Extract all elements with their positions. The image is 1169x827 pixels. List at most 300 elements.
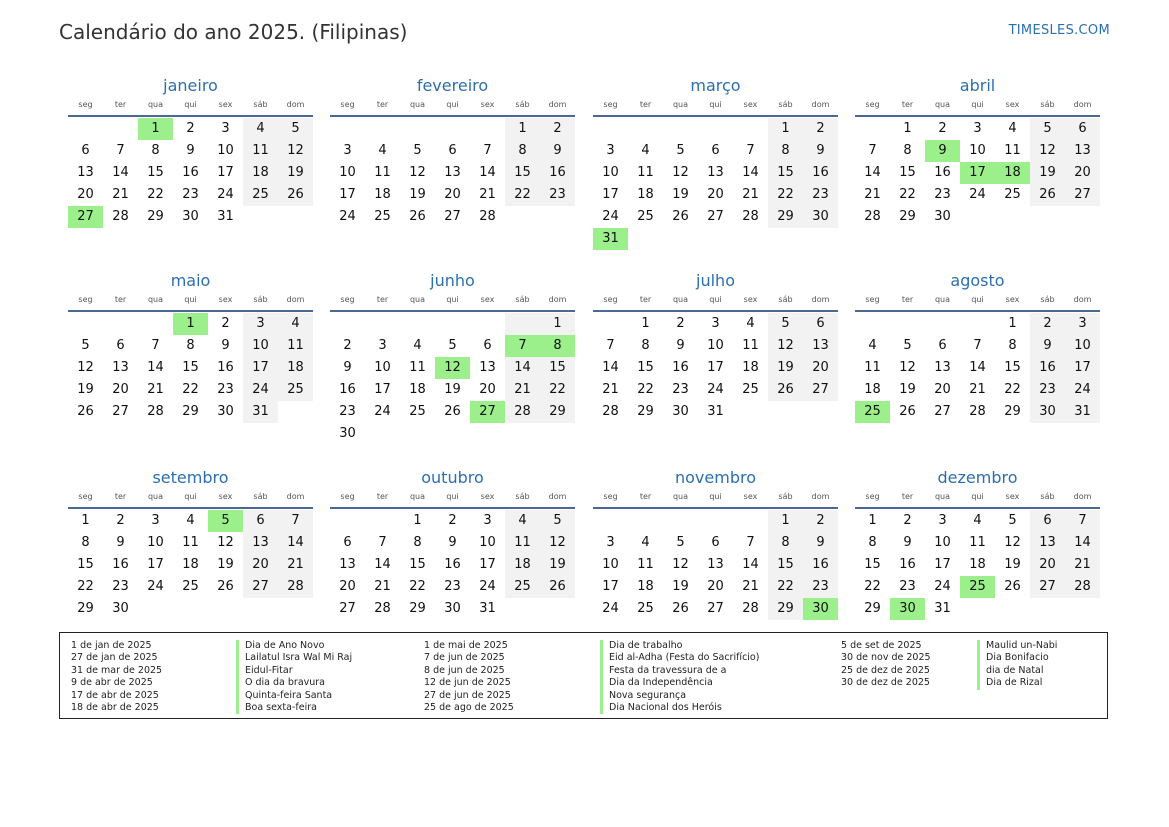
site-link[interactable]: TIMESLES.COM	[1008, 23, 1110, 38]
day-cell[interactable]: 11	[243, 140, 278, 162]
day-cell[interactable]: 16	[339, 382, 356, 397]
day-cell[interactable]: 2	[186, 121, 195, 136]
holiday-day-cell[interactable]: 25	[960, 576, 995, 598]
day-cell[interactable]: 4	[746, 316, 755, 331]
day-cell[interactable]: 29	[182, 404, 199, 419]
day-cell[interactable]: 19	[672, 579, 689, 594]
day-cell[interactable]: 24	[339, 209, 356, 224]
day-cell[interactable]: 1	[768, 510, 803, 532]
day-cell[interactable]: 17	[243, 357, 278, 379]
day-cell[interactable]: 29	[77, 601, 94, 616]
day-cell[interactable]: 27	[707, 601, 724, 616]
day-cell[interactable]: 23	[934, 187, 951, 202]
day-cell[interactable]: 15	[77, 557, 94, 572]
day-cell[interactable]: 20	[707, 187, 724, 202]
day-cell[interactable]: 17	[479, 557, 496, 572]
day-cell[interactable]: 18	[969, 557, 986, 572]
day-cell[interactable]: 15	[864, 557, 881, 572]
day-cell[interactable]: 14	[278, 532, 313, 554]
day-cell[interactable]: 11	[742, 338, 759, 353]
day-cell[interactable]: 6	[448, 143, 457, 158]
day-cell[interactable]: 15	[637, 360, 654, 375]
day-cell[interactable]: 4	[505, 510, 540, 532]
day-cell[interactable]: 19	[672, 187, 689, 202]
day-cell[interactable]: 25	[742, 382, 759, 397]
day-cell[interactable]: 19	[217, 557, 234, 572]
day-cell[interactable]: 18	[182, 557, 199, 572]
day-cell[interactable]: 20	[339, 579, 356, 594]
day-cell[interactable]: 21	[742, 187, 759, 202]
holiday-day-cell[interactable]: 30	[803, 598, 838, 620]
day-cell[interactable]: 24	[602, 209, 619, 224]
day-cell[interactable]: 2	[1030, 313, 1065, 335]
day-cell[interactable]: 10	[147, 535, 164, 550]
day-cell[interactable]: 6	[116, 338, 125, 353]
day-cell[interactable]: 22	[1004, 382, 1021, 397]
day-cell[interactable]: 9	[803, 532, 838, 554]
day-cell[interactable]: 29	[864, 601, 881, 616]
day-cell[interactable]: 8	[903, 143, 912, 158]
holiday-day-cell[interactable]: 30	[890, 598, 925, 620]
holiday-day-cell[interactable]: 5	[208, 510, 243, 532]
day-cell[interactable]: 16	[803, 554, 838, 576]
day-cell[interactable]: 18	[637, 187, 654, 202]
day-cell[interactable]: 18	[505, 554, 540, 576]
day-cell[interactable]: 13	[707, 557, 724, 572]
day-cell[interactable]: 21	[374, 579, 391, 594]
day-cell[interactable]: 8	[641, 338, 650, 353]
day-cell[interactable]: 11	[1004, 143, 1021, 158]
day-cell[interactable]: 21	[479, 187, 496, 202]
day-cell[interactable]: 20	[707, 579, 724, 594]
day-cell[interactable]: 3	[606, 535, 615, 550]
day-cell[interactable]: 11	[374, 165, 391, 180]
day-cell[interactable]: 28	[147, 404, 164, 419]
day-cell[interactable]: 22	[768, 184, 803, 206]
day-cell[interactable]: 4	[186, 513, 195, 528]
day-cell[interactable]: 16	[934, 165, 951, 180]
holiday-day-cell[interactable]: 8	[540, 335, 575, 357]
day-cell[interactable]: 27	[1065, 184, 1100, 206]
day-cell[interactable]: 21	[969, 382, 986, 397]
day-cell[interactable]: 28	[1065, 576, 1100, 598]
day-cell[interactable]: 24	[147, 579, 164, 594]
day-cell[interactable]: 10	[217, 143, 234, 158]
day-cell[interactable]: 30	[803, 206, 838, 228]
day-cell[interactable]: 28	[479, 209, 496, 224]
day-cell[interactable]: 30	[444, 601, 461, 616]
day-cell[interactable]: 16	[182, 165, 199, 180]
day-cell[interactable]: 13	[1030, 532, 1065, 554]
day-cell[interactable]: 6	[1030, 510, 1065, 532]
day-cell[interactable]: 7	[151, 338, 160, 353]
day-cell[interactable]: 24	[707, 382, 724, 397]
day-cell[interactable]: 8	[81, 535, 90, 550]
holiday-day-cell[interactable]: 1	[138, 118, 173, 140]
day-cell[interactable]: 29	[899, 209, 916, 224]
day-cell[interactable]: 9	[676, 338, 685, 353]
day-cell[interactable]: 25	[182, 579, 199, 594]
day-cell[interactable]: 10	[1065, 335, 1100, 357]
day-cell[interactable]: 3	[343, 143, 352, 158]
day-cell[interactable]: 26	[217, 579, 234, 594]
day-cell[interactable]: 9	[116, 535, 125, 550]
day-cell[interactable]: 8	[413, 535, 422, 550]
holiday-day-cell[interactable]: 7	[505, 335, 540, 357]
day-cell[interactable]: 6	[938, 338, 947, 353]
day-cell[interactable]: 12	[1004, 535, 1021, 550]
day-cell[interactable]: 12	[1030, 140, 1065, 162]
day-cell[interactable]: 1	[505, 118, 540, 140]
day-cell[interactable]: 21	[147, 382, 164, 397]
day-cell[interactable]: 8	[768, 140, 803, 162]
day-cell[interactable]: 29	[1004, 404, 1021, 419]
day-cell[interactable]: 18	[409, 382, 426, 397]
day-cell[interactable]: 2	[803, 510, 838, 532]
day-cell[interactable]: 22	[864, 579, 881, 594]
day-cell[interactable]: 25	[505, 576, 540, 598]
day-cell[interactable]: 8	[505, 140, 540, 162]
day-cell[interactable]: 6	[1065, 118, 1100, 140]
day-cell[interactable]: 17	[147, 557, 164, 572]
day-cell[interactable]: 13	[479, 360, 496, 375]
day-cell[interactable]: 20	[934, 382, 951, 397]
day-cell[interactable]: 25	[1004, 187, 1021, 202]
day-cell[interactable]: 26	[1030, 184, 1065, 206]
day-cell[interactable]: 2	[116, 513, 125, 528]
day-cell[interactable]: 26	[444, 404, 461, 419]
day-cell[interactable]: 15	[409, 557, 426, 572]
day-cell[interactable]: 5	[768, 313, 803, 335]
day-cell[interactable]: 16	[1030, 357, 1065, 379]
day-cell[interactable]: 5	[278, 118, 313, 140]
day-cell[interactable]: 1	[1008, 316, 1017, 331]
day-cell[interactable]: 19	[1030, 162, 1065, 184]
day-cell[interactable]: 22	[147, 187, 164, 202]
day-cell[interactable]: 23	[672, 382, 689, 397]
day-cell[interactable]: 20	[479, 382, 496, 397]
day-cell[interactable]: 5	[1008, 513, 1017, 528]
day-cell[interactable]: 5	[448, 338, 457, 353]
day-cell[interactable]: 7	[606, 338, 615, 353]
day-cell[interactable]: 6	[711, 535, 720, 550]
day-cell[interactable]: 7	[973, 338, 982, 353]
day-cell[interactable]: 17	[217, 165, 234, 180]
day-cell[interactable]: 7	[278, 510, 313, 532]
day-cell[interactable]: 3	[151, 513, 160, 528]
day-cell[interactable]: 22	[409, 579, 426, 594]
holiday-day-cell[interactable]: 27	[470, 401, 505, 423]
holiday-day-cell[interactable]: 25	[855, 401, 890, 423]
day-cell[interactable]: 8	[151, 143, 160, 158]
day-cell[interactable]: 1	[868, 513, 877, 528]
day-cell[interactable]: 2	[938, 121, 947, 136]
day-cell[interactable]: 30	[217, 404, 234, 419]
day-cell[interactable]: 20	[112, 382, 129, 397]
holiday-day-cell[interactable]: 1	[173, 313, 208, 335]
day-cell[interactable]: 10	[243, 335, 278, 357]
day-cell[interactable]: 24	[479, 579, 496, 594]
day-cell[interactable]: 14	[742, 557, 759, 572]
day-cell[interactable]: 1	[641, 316, 650, 331]
day-cell[interactable]: 14	[1065, 532, 1100, 554]
day-cell[interactable]: 14	[742, 165, 759, 180]
day-cell[interactable]: 9	[903, 535, 912, 550]
day-cell[interactable]: 17	[1065, 357, 1100, 379]
day-cell[interactable]: 29	[768, 206, 803, 228]
day-cell[interactable]: 13	[444, 165, 461, 180]
day-cell[interactable]: 30	[339, 426, 356, 441]
day-cell[interactable]: 8	[186, 338, 195, 353]
day-cell[interactable]: 4	[413, 338, 422, 353]
day-cell[interactable]: 19	[278, 162, 313, 184]
day-cell[interactable]: 2	[448, 513, 457, 528]
day-cell[interactable]: 10	[602, 165, 619, 180]
day-cell[interactable]: 23	[182, 187, 199, 202]
day-cell[interactable]: 5	[413, 143, 422, 158]
day-cell[interactable]: 10	[934, 535, 951, 550]
day-cell[interactable]: 22	[77, 579, 94, 594]
day-cell[interactable]: 23	[112, 579, 129, 594]
day-cell[interactable]: 4	[1008, 121, 1017, 136]
day-cell[interactable]: 20	[243, 554, 278, 576]
day-cell[interactable]: 28	[742, 601, 759, 616]
day-cell[interactable]: 27	[1030, 576, 1065, 598]
day-cell[interactable]: 20	[77, 187, 94, 202]
day-cell[interactable]: 26	[278, 184, 313, 206]
day-cell[interactable]: 25	[637, 209, 654, 224]
day-cell[interactable]: 26	[540, 576, 575, 598]
day-cell[interactable]: 21	[112, 187, 129, 202]
day-cell[interactable]: 11	[864, 360, 881, 375]
holiday-day-cell[interactable]: 18	[995, 162, 1030, 184]
day-cell[interactable]: 21	[602, 382, 619, 397]
day-cell[interactable]: 16	[112, 557, 129, 572]
day-cell[interactable]: 27	[112, 404, 129, 419]
day-cell[interactable]: 8	[868, 535, 877, 550]
day-cell[interactable]: 31	[934, 601, 951, 616]
day-cell[interactable]: 20	[444, 187, 461, 202]
day-cell[interactable]: 2	[540, 118, 575, 140]
day-cell[interactable]: 30	[112, 601, 129, 616]
day-cell[interactable]: 26	[409, 209, 426, 224]
day-cell[interactable]: 7	[378, 535, 387, 550]
day-cell[interactable]: 4	[641, 143, 650, 158]
day-cell[interactable]: 22	[899, 187, 916, 202]
day-cell[interactable]: 12	[899, 360, 916, 375]
day-cell[interactable]: 6	[803, 313, 838, 335]
day-cell[interactable]: 22	[505, 184, 540, 206]
day-cell[interactable]: 4	[641, 535, 650, 550]
day-cell[interactable]: 23	[217, 382, 234, 397]
day-cell[interactable]: 19	[77, 382, 94, 397]
day-cell[interactable]: 25	[637, 601, 654, 616]
day-cell[interactable]: 17	[707, 360, 724, 375]
day-cell[interactable]: 29	[409, 601, 426, 616]
day-cell[interactable]: 7	[868, 143, 877, 158]
day-cell[interactable]: 27	[803, 379, 838, 401]
day-cell[interactable]: 7	[746, 535, 755, 550]
day-cell[interactable]: 13	[803, 335, 838, 357]
day-cell[interactable]: 14	[374, 557, 391, 572]
day-cell[interactable]: 3	[378, 338, 387, 353]
day-cell[interactable]: 23	[803, 184, 838, 206]
day-cell[interactable]: 19	[444, 382, 461, 397]
day-cell[interactable]: 12	[672, 557, 689, 572]
day-cell[interactable]: 12	[77, 360, 94, 375]
day-cell[interactable]: 22	[768, 576, 803, 598]
day-cell[interactable]: 9	[540, 140, 575, 162]
day-cell[interactable]: 29	[540, 401, 575, 423]
day-cell[interactable]: 20	[1030, 554, 1065, 576]
day-cell[interactable]: 12	[278, 140, 313, 162]
day-cell[interactable]: 11	[278, 335, 313, 357]
day-cell[interactable]: 13	[1065, 140, 1100, 162]
day-cell[interactable]: 10	[374, 360, 391, 375]
day-cell[interactable]: 28	[278, 576, 313, 598]
day-cell[interactable]: 5	[1030, 118, 1065, 140]
day-cell[interactable]: 26	[899, 404, 916, 419]
day-cell[interactable]: 3	[606, 143, 615, 158]
day-cell[interactable]: 18	[374, 187, 391, 202]
day-cell[interactable]: 19	[540, 554, 575, 576]
day-cell[interactable]: 18	[864, 382, 881, 397]
day-cell[interactable]: 1	[540, 313, 575, 335]
day-cell[interactable]: 14	[147, 360, 164, 375]
day-cell[interactable]: 14	[505, 357, 540, 379]
day-cell[interactable]: 18	[742, 360, 759, 375]
day-cell[interactable]: 9	[1030, 335, 1065, 357]
day-cell[interactable]: 28	[742, 209, 759, 224]
day-cell[interactable]: 1	[903, 121, 912, 136]
day-cell[interactable]: 21	[1065, 554, 1100, 576]
day-cell[interactable]: 2	[343, 338, 352, 353]
day-cell[interactable]: 12	[768, 335, 803, 357]
day-cell[interactable]: 22	[637, 382, 654, 397]
holiday-day-cell[interactable]: 27	[68, 206, 103, 228]
day-cell[interactable]: 25	[409, 404, 426, 419]
day-cell[interactable]: 27	[339, 601, 356, 616]
day-cell[interactable]: 9	[221, 338, 230, 353]
holiday-day-cell[interactable]: 31	[593, 228, 628, 250]
day-cell[interactable]: 14	[602, 360, 619, 375]
day-cell[interactable]: 24	[243, 379, 278, 401]
day-cell[interactable]: 28	[864, 209, 881, 224]
day-cell[interactable]: 21	[278, 554, 313, 576]
holiday-day-cell[interactable]: 17	[960, 162, 995, 184]
day-cell[interactable]: 2	[803, 118, 838, 140]
day-cell[interactable]: 4	[243, 118, 278, 140]
day-cell[interactable]: 16	[540, 162, 575, 184]
day-cell[interactable]: 28	[505, 401, 540, 423]
day-cell[interactable]: 26	[768, 379, 803, 401]
day-cell[interactable]: 20	[1065, 162, 1100, 184]
day-cell[interactable]: 21	[742, 579, 759, 594]
day-cell[interactable]: 13	[243, 532, 278, 554]
day-cell[interactable]: 15	[768, 162, 803, 184]
day-cell[interactable]: 9	[343, 360, 352, 375]
day-cell[interactable]: 17	[602, 187, 619, 202]
day-cell[interactable]: 11	[505, 532, 540, 554]
day-cell[interactable]: 3	[243, 313, 278, 335]
day-cell[interactable]: 13	[934, 360, 951, 375]
day-cell[interactable]: 8	[1008, 338, 1017, 353]
day-cell[interactable]: 5	[676, 143, 685, 158]
day-cell[interactable]: 14	[112, 165, 129, 180]
day-cell[interactable]: 17	[602, 579, 619, 594]
day-cell[interactable]: 15	[1004, 360, 1021, 375]
day-cell[interactable]: 11	[182, 535, 199, 550]
day-cell[interactable]: 18	[637, 579, 654, 594]
day-cell[interactable]: 10	[479, 535, 496, 550]
day-cell[interactable]: 2	[676, 316, 685, 331]
day-cell[interactable]: 30	[672, 404, 689, 419]
day-cell[interactable]: 27	[934, 404, 951, 419]
day-cell[interactable]: 15	[768, 554, 803, 576]
day-cell[interactable]: 15	[540, 357, 575, 379]
day-cell[interactable]: 10	[969, 143, 986, 158]
day-cell[interactable]: 30	[934, 209, 951, 224]
day-cell[interactable]: 27	[444, 209, 461, 224]
day-cell[interactable]: 10	[339, 165, 356, 180]
day-cell[interactable]: 23	[1030, 379, 1065, 401]
day-cell[interactable]: 17	[934, 557, 951, 572]
day-cell[interactable]: 3	[1065, 313, 1100, 335]
day-cell[interactable]: 23	[540, 184, 575, 206]
day-cell[interactable]: 7	[483, 143, 492, 158]
day-cell[interactable]: 25	[374, 209, 391, 224]
day-cell[interactable]: 20	[803, 357, 838, 379]
day-cell[interactable]: 27	[707, 209, 724, 224]
day-cell[interactable]: 10	[707, 338, 724, 353]
day-cell[interactable]: 14	[864, 165, 881, 180]
day-cell[interactable]: 24	[1065, 379, 1100, 401]
day-cell[interactable]: 3	[938, 513, 947, 528]
day-cell[interactable]: 26	[672, 601, 689, 616]
day-cell[interactable]: 9	[803, 140, 838, 162]
day-cell[interactable]: 31	[217, 209, 234, 224]
day-cell[interactable]: 19	[899, 382, 916, 397]
day-cell[interactable]: 29	[147, 209, 164, 224]
day-cell[interactable]: 17	[374, 382, 391, 397]
day-cell[interactable]: 11	[637, 557, 654, 572]
day-cell[interactable]: 3	[973, 121, 982, 136]
day-cell[interactable]: 4	[278, 313, 313, 335]
day-cell[interactable]: 16	[803, 162, 838, 184]
day-cell[interactable]: 28	[602, 404, 619, 419]
day-cell[interactable]: 4	[973, 513, 982, 528]
day-cell[interactable]: 23	[899, 579, 916, 594]
day-cell[interactable]: 22	[540, 379, 575, 401]
day-cell[interactable]: 26	[77, 404, 94, 419]
day-cell[interactable]: 17	[339, 187, 356, 202]
day-cell[interactable]: 13	[707, 165, 724, 180]
day-cell[interactable]: 10	[602, 557, 619, 572]
day-cell[interactable]: 5	[903, 338, 912, 353]
day-cell[interactable]: 23	[444, 579, 461, 594]
day-cell[interactable]: 19	[409, 187, 426, 202]
day-cell[interactable]: 25	[278, 379, 313, 401]
day-cell[interactable]: 19	[1004, 557, 1021, 572]
day-cell[interactable]: 22	[182, 382, 199, 397]
day-cell[interactable]: 31	[243, 401, 278, 423]
day-cell[interactable]: 15	[147, 165, 164, 180]
day-cell[interactable]: 11	[969, 535, 986, 550]
day-cell[interactable]: 6	[711, 143, 720, 158]
day-cell[interactable]: 24	[969, 187, 986, 202]
day-cell[interactable]: 5	[81, 338, 90, 353]
day-cell[interactable]: 23	[339, 404, 356, 419]
